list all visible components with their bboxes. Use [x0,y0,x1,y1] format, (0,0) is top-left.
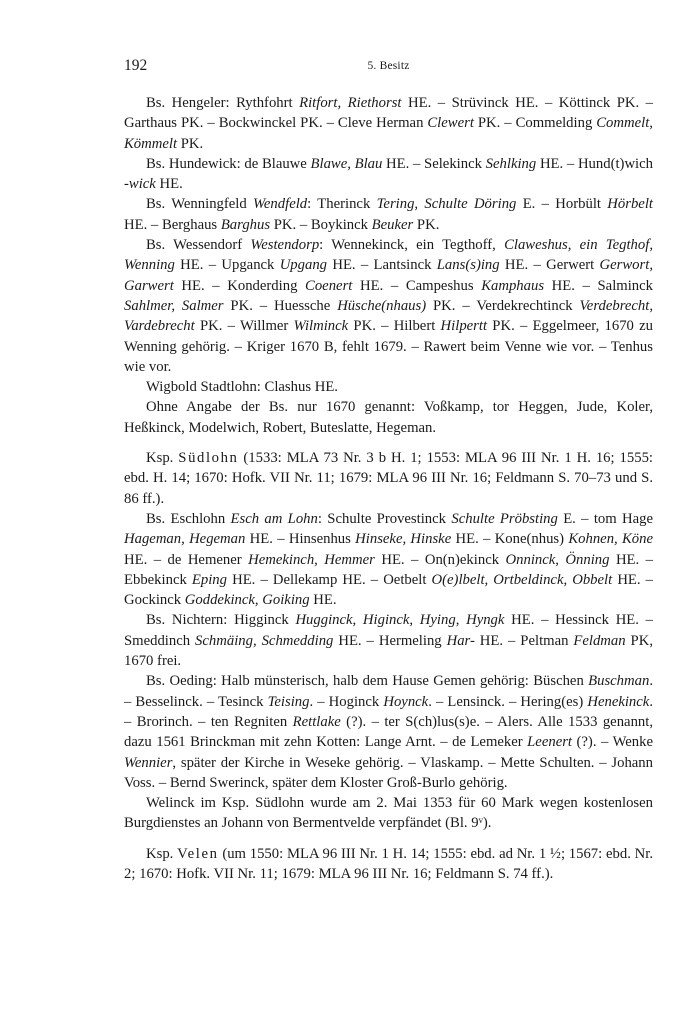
italic-text: Wendfeld [253,196,308,213]
text-run: PK. [177,135,204,152]
italic-text: Sahlmer, Salmer [124,297,224,314]
text-run: Südlohn [178,450,239,467]
italic-text: Feldman [573,632,626,649]
text-run: HE. – Upganck [174,257,280,274]
text-run: HE. – Salminck [544,277,653,294]
text-run: : Schulte Provestinck [317,510,452,527]
italic-text: Rettlake [292,713,341,730]
italic-text: Hinseke, Hinske [355,531,452,548]
paragraph [124,93,653,154]
italic-text: Teising [267,693,310,710]
italic-text: Wilminck [293,318,349,335]
italic-text: Ritfort, Riethorst [299,95,402,111]
running-head: 5. Besitz [367,60,410,72]
italic-text: Westendorp [250,237,320,254]
text-run: HE. – Campeshus [352,277,482,294]
italic-text: Hörbelt [607,196,653,213]
text-run: HE. – Hessinck HE. – Smeddinch [124,612,653,649]
italic-text: Buschman [588,673,650,690]
text-run: HE. – Konderding [173,277,306,294]
text-run: HE. – Hinsenhus [245,531,356,548]
text-run: (um 1550: MLA 96 III Nr. 1 H. 14; 1555: ebd. ad Nr. 1 ½; 1567: ebd. Nr. 2; 1670: Hofk. VII Nr. 11; 1679: MLA 96 III Nr. 16; Feldmann S. 74 ff.). [124,845,653,882]
text-run: HE. – On(n)ekinck [374,551,506,568]
italic-text: Esch am Lohn [230,510,318,527]
text-run: : Therinck [307,196,377,213]
italic-text: Onninck, Önning [505,551,610,568]
italic-text: Hemekinch, Hemmer [248,551,375,568]
italic-text: Gerwort, Garwert [124,257,653,294]
text-run: E. – Horbült [516,196,608,213]
text-run: . – Lensinck. – Hering(es) [428,693,588,710]
paragraph [124,154,653,195]
text-run: HE. – Lantsinck [327,257,437,274]
text-run: : Wennekinck, ein Tegthoff, [319,237,505,254]
italic-text: Claweshus, ein Tegthof, Wenning [124,237,653,274]
body-text [124,93,653,884]
paragraph [124,377,653,397]
paragraph [124,509,653,610]
italic-text: Upgang [279,257,328,274]
italic-text: Sehlking [485,155,537,172]
text-run: PK. – Willmer [194,318,294,335]
text-run: . – Brorinch. – ten Regniten [124,693,653,730]
text-run: Velen [177,845,219,862]
italic-text: Henekinck [587,693,650,710]
text-run: Welinck im Ksp. Südlohn wurde am 2. Mai 1353 für 60 Mark wegen kostenlosen Burgdienstes an Johann von Bermentvelde verpfändet (Bl. 9ᵛ). [124,795,653,832]
text-run: Ohne Angabe der Bs. nur 1670 genannt: Voßkamp, tor Heggen, Jude, Koler, Heßkinck, Modelwich, Robert, Buteslatte, Hegeman. [124,399,653,436]
text-run: HE. [155,176,183,193]
text-run: Bs. Hengeler: Rythfohrt [146,95,300,111]
text-run: Bs. Hundewick: de Blauwe [146,155,311,172]
paragraph [124,671,653,793]
text-run: Bs. Oeding: Halb münsterisch, halb dem Hause Gemen gehörig: Büschen [146,673,589,690]
text-run: E. – tom Hage [557,510,653,527]
italic-text: Hoynck [383,693,429,710]
text-run: . – Besselinck. – Tesinck [124,673,653,710]
italic-text: -wick [124,176,156,193]
text-run: Bs. Nichtern: Higginck [146,612,296,629]
italic-text: Har- [446,632,475,649]
italic-text: Commelt, Kömmelt [124,115,653,152]
italic-text: Blawe, Blau [310,155,383,172]
text-run: HE. – Gerwert [499,257,600,274]
text-run: HE. – Selekinck [382,155,486,172]
text-run: HE. – Peltman [474,632,574,649]
text-run: Ksp. [146,845,178,862]
text-run: HE. – Kone(nhus) [451,531,569,548]
page-header [124,57,653,77]
italic-text: Leenert [527,734,573,751]
italic-text: Kohnen, Köne [568,531,654,548]
paragraph [124,844,653,885]
text-run: PK, 1670 frei. [124,632,654,670]
text-run: HE. – Strüvinck HE. – Köttinck PK. – Garthaus PK. – Bockwinckel PK. – Cleve Herman [124,95,653,132]
text-run: PK. – Hilbert [348,318,441,335]
text-run: PK. [413,216,440,233]
text-run: . – Hoginck [309,693,384,710]
paragraph [124,448,653,509]
text-run: PK. – Boykinck [270,216,372,233]
text-run: PK. – Huessche [223,297,338,314]
italic-text: Kamphaus [481,277,545,294]
text-run: Bs. Wessendorf [146,237,251,254]
italic-text: Hageman, Hegeman [124,531,246,548]
italic-text: Clewert [427,115,474,132]
text-run: HE. – Ebbekinck [124,551,653,588]
italic-text: Hüsche(nhaus) [337,297,427,314]
italic-text: Verdebrecht, Vardebrecht [124,297,654,335]
text-run: HE. – Hund(t)wich [536,155,654,172]
italic-text: Hilpertt [440,318,488,335]
italic-text: Goddekinck, Goiking [184,592,310,609]
text-run: Wigbold Stadtlohn: Clashus HE. [146,379,338,396]
italic-text: Tering, Schulte Döring [376,196,517,213]
text-run: (?). – Wenke [572,734,653,751]
italic-text: Coenert [305,277,353,294]
text-run: HE. – de Hemener [124,551,249,568]
text-run: PK. – Verdekrechtinck [426,297,580,314]
page-number: 192 [124,57,148,74]
text-run: (?). – ter S(ch)lus(s)e. – Alers. Alle 1533 genannt, dazu 1561 Brinckman mit zehn Kotten: Lange Arnt. – de Lemeker [124,713,654,751]
paragraph [124,397,653,438]
paragraph [124,793,653,834]
italic-text: Hugginck, Higinck, Hying, Hyngk [295,612,505,629]
text-run: HE. – Gockinck [124,571,654,609]
text-run: HE. [309,592,337,609]
text-run: PK. – Eggelmeer, 1670 zu Wenning gehörig. – Kriger 1670 B, fehlt 1679. – Rawert beim Venne wie vor. – Tenhus wie vor. [124,318,653,375]
italic-text: Eping [191,571,227,588]
italic-text: Schmäing, Schmedding [195,632,334,649]
text-run: PK. – Commelding [473,115,597,132]
italic-text: Wennier [124,754,173,771]
italic-text: Beuker [371,216,414,233]
italic-text: Schulte Pröbsting [451,510,558,527]
text-run: HE. – Berghaus [124,216,221,233]
text-run: HE. – Dellekamp HE. – Oetbelt [227,571,432,588]
paragraph [124,194,653,235]
text-run: HE. – Hermeling [333,632,447,649]
paragraph [124,235,653,377]
italic-text: O(e)lbelt, Ortbeldinck, Obbelt [431,571,613,588]
text-run: (1533: MLA 73 Nr. 3 b H. 1; 1553: MLA 96 III Nr. 1 H. 16; 1555: ebd. H. 14; 1670: Hofk. VII Nr. 11; 1679: MLA 96 III Nr. 16; Feldmann S. 70–73 und S. 86 ff.). [124,450,653,507]
text-run: , später der Kirche in Weseke gehörig. – Vlaskamp. – Mette Schulten. – Johann Voss. – Bernd Swerinck, später dem Kloster Groß-Burlo gehörig. [124,754,653,791]
text-run: Bs. Eschlohn [146,510,231,527]
italic-text: Barghus [220,216,271,233]
text-run: Ksp. [146,450,179,467]
italic-text: Lans(s)ing [436,257,500,274]
paragraph [124,610,653,671]
text-run: Bs. Wenningfeld [146,196,254,213]
